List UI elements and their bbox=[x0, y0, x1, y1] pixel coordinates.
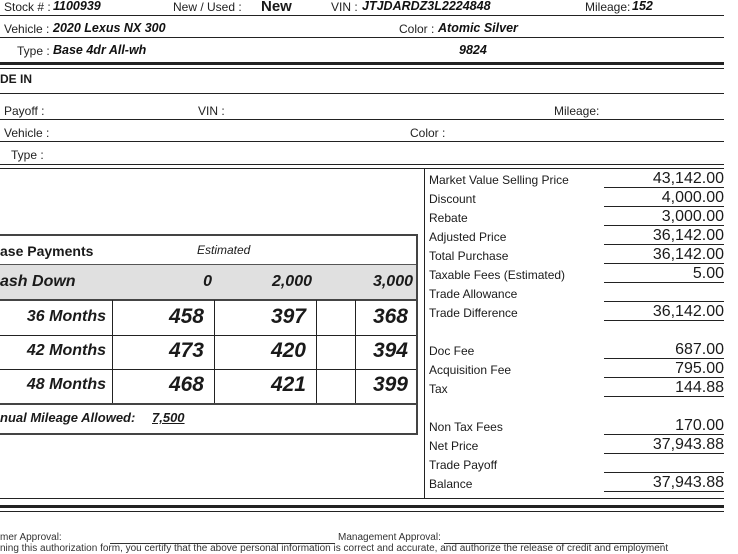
vehicle-value: 2020 Lexus NX 300 bbox=[53, 21, 166, 35]
pricing-value-line bbox=[604, 472, 724, 473]
pricing-value: 37,943.88 bbox=[652, 474, 724, 491]
section-divider-top-2 bbox=[0, 68, 724, 69]
trade-divider bbox=[0, 93, 724, 94]
lease-payment: 394 bbox=[372, 339, 408, 362]
grid-vline bbox=[214, 300, 215, 404]
pricing-value-line bbox=[604, 320, 724, 321]
pricing-value: 795.00 bbox=[675, 360, 724, 377]
grid-vline bbox=[112, 300, 113, 404]
grid-vline bbox=[316, 300, 317, 404]
lease-payment: 421 bbox=[270, 373, 306, 396]
annual-mileage-label: nual Mileage Allowed: bbox=[0, 410, 136, 425]
pricing-value: 144.88 bbox=[675, 379, 724, 396]
pricing-value-line bbox=[604, 358, 724, 359]
pricing-label: Net Price bbox=[429, 439, 479, 453]
trade-vin-label: VIN : bbox=[198, 104, 225, 118]
stock-value: 1100939 bbox=[53, 0, 101, 13]
pricing-value: 3,000.00 bbox=[661, 208, 724, 225]
pricing-value-line bbox=[604, 434, 724, 435]
grid-hline bbox=[0, 403, 416, 405]
type-value: Base 4dr All-wh bbox=[53, 43, 147, 57]
lease-payment: 458 bbox=[168, 305, 204, 328]
pricing-label: Taxable Fees (Estimated) bbox=[429, 268, 566, 282]
cash-down-top-line bbox=[0, 264, 416, 265]
pricing-label: Discount bbox=[429, 192, 476, 206]
pricing-value-line bbox=[604, 282, 724, 283]
pricing-value: 43,142.00 bbox=[652, 170, 724, 187]
pricing-value: 36,142.00 bbox=[652, 227, 724, 244]
color-label: Color : bbox=[399, 22, 435, 36]
new-used-value: New bbox=[261, 0, 292, 15]
disclaimer-text: ning this authorization form, you certify that the above personal information is correct and accurate, and authorize the release of credit and employment bbox=[0, 543, 669, 554]
panel-bottom-line bbox=[0, 498, 724, 499]
pricing-label: Balance bbox=[429, 477, 473, 491]
pricing-value: 5.00 bbox=[692, 265, 724, 282]
cash-down-option: 3,000 bbox=[372, 273, 413, 290]
color-value: Atomic Silver bbox=[438, 21, 518, 35]
pricing-value: 170.00 bbox=[675, 417, 724, 434]
pricing-label: Trade Difference bbox=[429, 306, 518, 320]
pricing-value: 36,142.00 bbox=[652, 246, 724, 263]
panel-divider bbox=[424, 168, 425, 499]
pricing-value-line bbox=[604, 453, 724, 454]
lease-payment: 397 bbox=[270, 305, 306, 328]
cash-down-bottom-line bbox=[0, 299, 416, 301]
vin-label: VIN : bbox=[331, 0, 358, 14]
cash-down-option: 2,000 bbox=[271, 273, 312, 290]
pricing-value-line bbox=[604, 206, 724, 207]
pricing-value: 4,000.00 bbox=[661, 189, 724, 206]
pricing-label: Rebate bbox=[429, 211, 468, 225]
lease-term: 48 Months bbox=[26, 376, 106, 393]
trade-line-3 bbox=[0, 164, 724, 165]
pricing-label: Doc Fee bbox=[429, 344, 475, 358]
vehicle-label: Vehicle : bbox=[4, 22, 50, 36]
trade-in-title: DE IN bbox=[0, 72, 33, 86]
footer-divider bbox=[0, 505, 724, 508]
lease-payment: 420 bbox=[270, 339, 306, 362]
grid-hline bbox=[0, 335, 416, 336]
trade-line-4 bbox=[0, 168, 724, 169]
pricing-value-line bbox=[604, 187, 724, 188]
pricing-value: 36,142.00 bbox=[652, 303, 724, 320]
cash-down-label: ash Down bbox=[0, 273, 76, 290]
pricing-value-line bbox=[604, 225, 724, 226]
pricing-value-line bbox=[604, 301, 724, 302]
pricing-value: 687.00 bbox=[675, 341, 724, 358]
pricing-value-line bbox=[604, 396, 724, 397]
pricing-label: Non Tax Fees bbox=[429, 420, 503, 434]
pricing-label: Trade Payoff bbox=[429, 458, 498, 472]
section-divider-top bbox=[0, 62, 724, 65]
trade-vehicle-label: Vehicle : bbox=[4, 126, 50, 140]
footer-divider-2 bbox=[0, 511, 724, 512]
trade-mileage-label: Mileage: bbox=[554, 104, 600, 118]
grid-hline bbox=[0, 369, 416, 370]
pricing-value-line bbox=[604, 377, 724, 378]
mileage-label: Mileage: bbox=[585, 0, 631, 14]
pricing-value-line bbox=[604, 263, 724, 264]
lease-payment: 368 bbox=[372, 305, 408, 328]
lease-term: 36 Months bbox=[26, 308, 106, 325]
lease-payment: 473 bbox=[168, 339, 204, 362]
customer-approval-label: mer Approval: bbox=[0, 532, 62, 543]
trade-line-1 bbox=[0, 119, 724, 120]
trade-type-label: Type : bbox=[11, 148, 44, 162]
pricing-value: 37,943.88 bbox=[652, 436, 724, 453]
management-approval-label: Management Approval: bbox=[338, 532, 441, 543]
vin-value: JTJDARDZ3L2224848 bbox=[362, 0, 491, 13]
extra-value: 9824 bbox=[459, 43, 487, 57]
new-used-label: New / Used : bbox=[173, 0, 242, 14]
pricing-label: Trade Allowance bbox=[429, 287, 518, 301]
lease-payment: 399 bbox=[372, 373, 408, 396]
cash-down-option: 0 bbox=[203, 273, 212, 290]
pricing-label: Acquisition Fee bbox=[429, 363, 512, 377]
annual-mileage-value: 7,500 bbox=[152, 410, 185, 425]
pricing-label: Tax bbox=[429, 382, 448, 396]
lease-title: ase Payments bbox=[0, 243, 94, 259]
pricing-value-line bbox=[604, 244, 724, 245]
mileage-value: 152 bbox=[632, 0, 653, 13]
pricing-value-line bbox=[604, 491, 724, 492]
pricing-label: Market Value Selling Price bbox=[429, 173, 569, 187]
lease-payment: 468 bbox=[168, 373, 204, 396]
type-label: Type : bbox=[17, 44, 50, 58]
lease-estimated: Estimated bbox=[197, 243, 251, 257]
header-divider-2 bbox=[0, 37, 724, 38]
lease-term: 42 Months bbox=[26, 342, 106, 359]
trade-line-2 bbox=[0, 141, 724, 142]
pricing-label: Total Purchase bbox=[429, 249, 509, 263]
trade-color-label: Color : bbox=[410, 126, 446, 140]
header-divider-1 bbox=[0, 15, 724, 16]
pricing-label: Adjusted Price bbox=[429, 230, 507, 244]
trade-payoff-label: Payoff : bbox=[4, 104, 45, 118]
stock-label: Stock # : bbox=[4, 0, 51, 14]
